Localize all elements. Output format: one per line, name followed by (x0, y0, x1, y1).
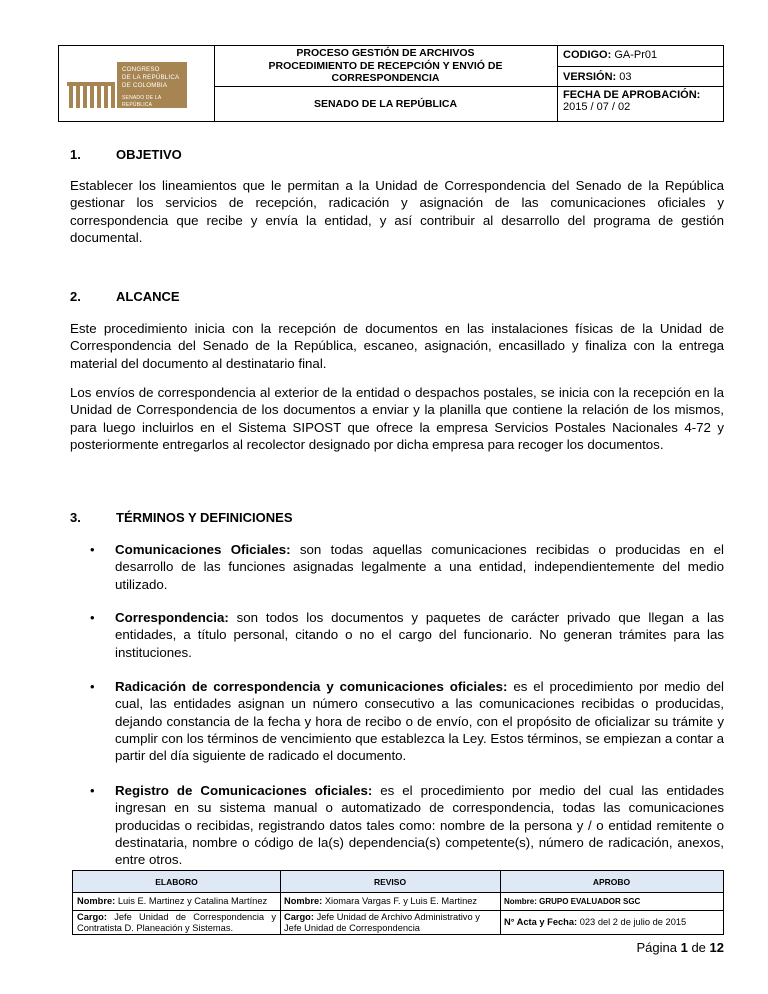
page-total: 12 (709, 940, 724, 955)
process-title: PROCESO GESTIÓN DE ARCHIVOS (296, 47, 475, 60)
congreso-logo (67, 56, 187, 111)
bullet-icon: • (90, 679, 95, 694)
definition-text: son todas aquellas comunicaciones recibidas o producidas en el desarrollo de las funciones asignadas legalmente a una entidad, independientemente del medio utilizado. (115, 542, 724, 592)
section-number: 2. (70, 289, 81, 304)
page-current: 1 (680, 940, 688, 955)
meta-cell (557, 46, 723, 121)
section-title: ALCANCE (116, 289, 180, 304)
definition-text: son todos los documentos y paquetes de carácter privado que llegan a las entidades, a título personal, citando o no el cargo del funcionario. No generan trámites para las instituciones. (115, 610, 724, 660)
alcance-paragraph-2: Los envíos de correspondencia al exterior de la entidad o despachos postales, se inicia con la recepción en la Unidad de Correspondencia de los documentos a enviar y la planilla que contiene la relación de los mismos, para luego incluirlos en el Sistema SIPOST que ofrece la empresa Servicios Postales Nacionales 4-72 y posteriormente entregarlos al recolector designado por dicha empresa para recoger los documentos. (70, 385, 724, 452)
capitol-icon (67, 74, 115, 108)
definition-text: es el procedimiento por medio del cual las entidades ingresan en su sistema manual o automatizado de correspondencia, todas las comunicaciones producidas o recibidas, registrando datos tales como: nombre de la persona y / o entidad remitente o destinataria, nombre o código de la(s) dependencia(s) competente(s), número de radicación, anexos, entre otros. (115, 783, 725, 868)
fecha-value: 2015 / 07 / 02 (563, 101, 631, 113)
logo-line-3: DE COLOMBIA (122, 82, 168, 89)
document-header (58, 45, 724, 122)
logo-line-4: SENADO DE LA REPÚBLICA (122, 95, 162, 108)
procedure-title-cont: CORRESPONDENCIA (331, 72, 440, 85)
elaboro-cargo: Cargo: Jefe Unidad de Correspondencia y Contratista D. Planeación y Sistemas. (77, 911, 276, 933)
logo-band (117, 62, 187, 108)
entity-name: SENADO DE LA REPÚBLICA (313, 98, 458, 110)
approval-table (72, 870, 724, 935)
reviso-header: REVISO (280, 871, 500, 892)
fecha-row: FECHA DE APROBACIÓN: 2015 / 07 / 02 (563, 89, 701, 113)
elaboro-header: ELABORO (73, 871, 280, 892)
alcance-paragraph-1: Este procedimiento inicia con la recepción de documentos en las instalaciones físicas de la Unidad de Correspondencia del Senado de la República, escaneo, asignación, encasillado y finaliza con la entrega material del documento al destinatario final. (70, 321, 724, 371)
procedure-title: PROCEDIMIENTO DE RECEPCIÓN Y ENVIÓ DE (268, 59, 503, 72)
bullet-icon: • (90, 542, 95, 557)
objetivo-paragraph: Establecer los lineamientos que le permitan a la Unidad de Correspondencia del Senado de la República gestionar los servicios de recepción, radicación y asignación de las comunicaciones oficiales y correspondencia que recibe y envía la entidad, y así contribuir al desarrollo del programa de gestión documental. (70, 178, 724, 245)
reviso-nombre: Nombre: Xiomara Vargas F. y Luis E. Martinez (284, 896, 478, 906)
aprobo-header: APROBO (500, 871, 723, 892)
reviso-cargo: Cargo: Jefe Unidad de Archivo Administrativo y Jefe Unidad de Correspondencia (284, 911, 480, 933)
definition-item (115, 609, 724, 661)
section-number: 1. (70, 147, 81, 162)
definition-item (115, 782, 724, 868)
logo-line-1: CONGRESO (122, 66, 160, 73)
section-title: OBJETIVO (116, 147, 182, 162)
definition-text: es el procedimiento por medio del cual, las entidades asignan un número consecutivo a las comunicaciones recibidas o producidas, dejando constancia de la fecha y hora de recibo o de envío, con el propósito de oficializar su trámite y cumplir con los términos de vencimiento que establezca la Ley. Estos términos, se empiezan a contar a partir del día siguiente de radicado el documento. (115, 679, 724, 764)
page-number: Página 1 de 12 (636, 940, 724, 955)
bullet-icon: • (90, 783, 95, 798)
aprobo-nombre: Nombre: GRUPO EVALUADOR SGC (504, 897, 641, 906)
definition-item (115, 678, 724, 764)
logo-cell (59, 46, 215, 121)
codigo-row: CODIGO: GA-Pr01 (563, 49, 658, 61)
version-value: 03 (619, 71, 632, 83)
title-cell (214, 46, 558, 121)
codigo-value: GA-Pr01 (614, 49, 658, 61)
definition-item (115, 541, 724, 593)
version-row: VERSIÓN: 03 (563, 71, 632, 83)
section-number: 3. (70, 510, 81, 525)
aprobo-acta: N° Acta y Fecha: 023 del 2 de julio de 2015 (504, 917, 687, 927)
section-title: TÉRMINOS Y DEFINICIONES (116, 510, 293, 525)
bullet-icon: • (90, 610, 95, 625)
definition-term: Radicación de correspondencia y comunicaciones oficiales: (115, 679, 508, 694)
logo-line-2: DE LA REPÚBLICA (122, 74, 180, 81)
definition-term: Registro de Comunicaciones oficiales: (115, 783, 373, 798)
definition-term: Correspondencia: (115, 610, 229, 625)
elaboro-nombre: Nombre: Luis E. Martinez y Catalina Martínez (77, 896, 268, 906)
definition-term: Comunicaciones Oficiales: (115, 542, 291, 557)
